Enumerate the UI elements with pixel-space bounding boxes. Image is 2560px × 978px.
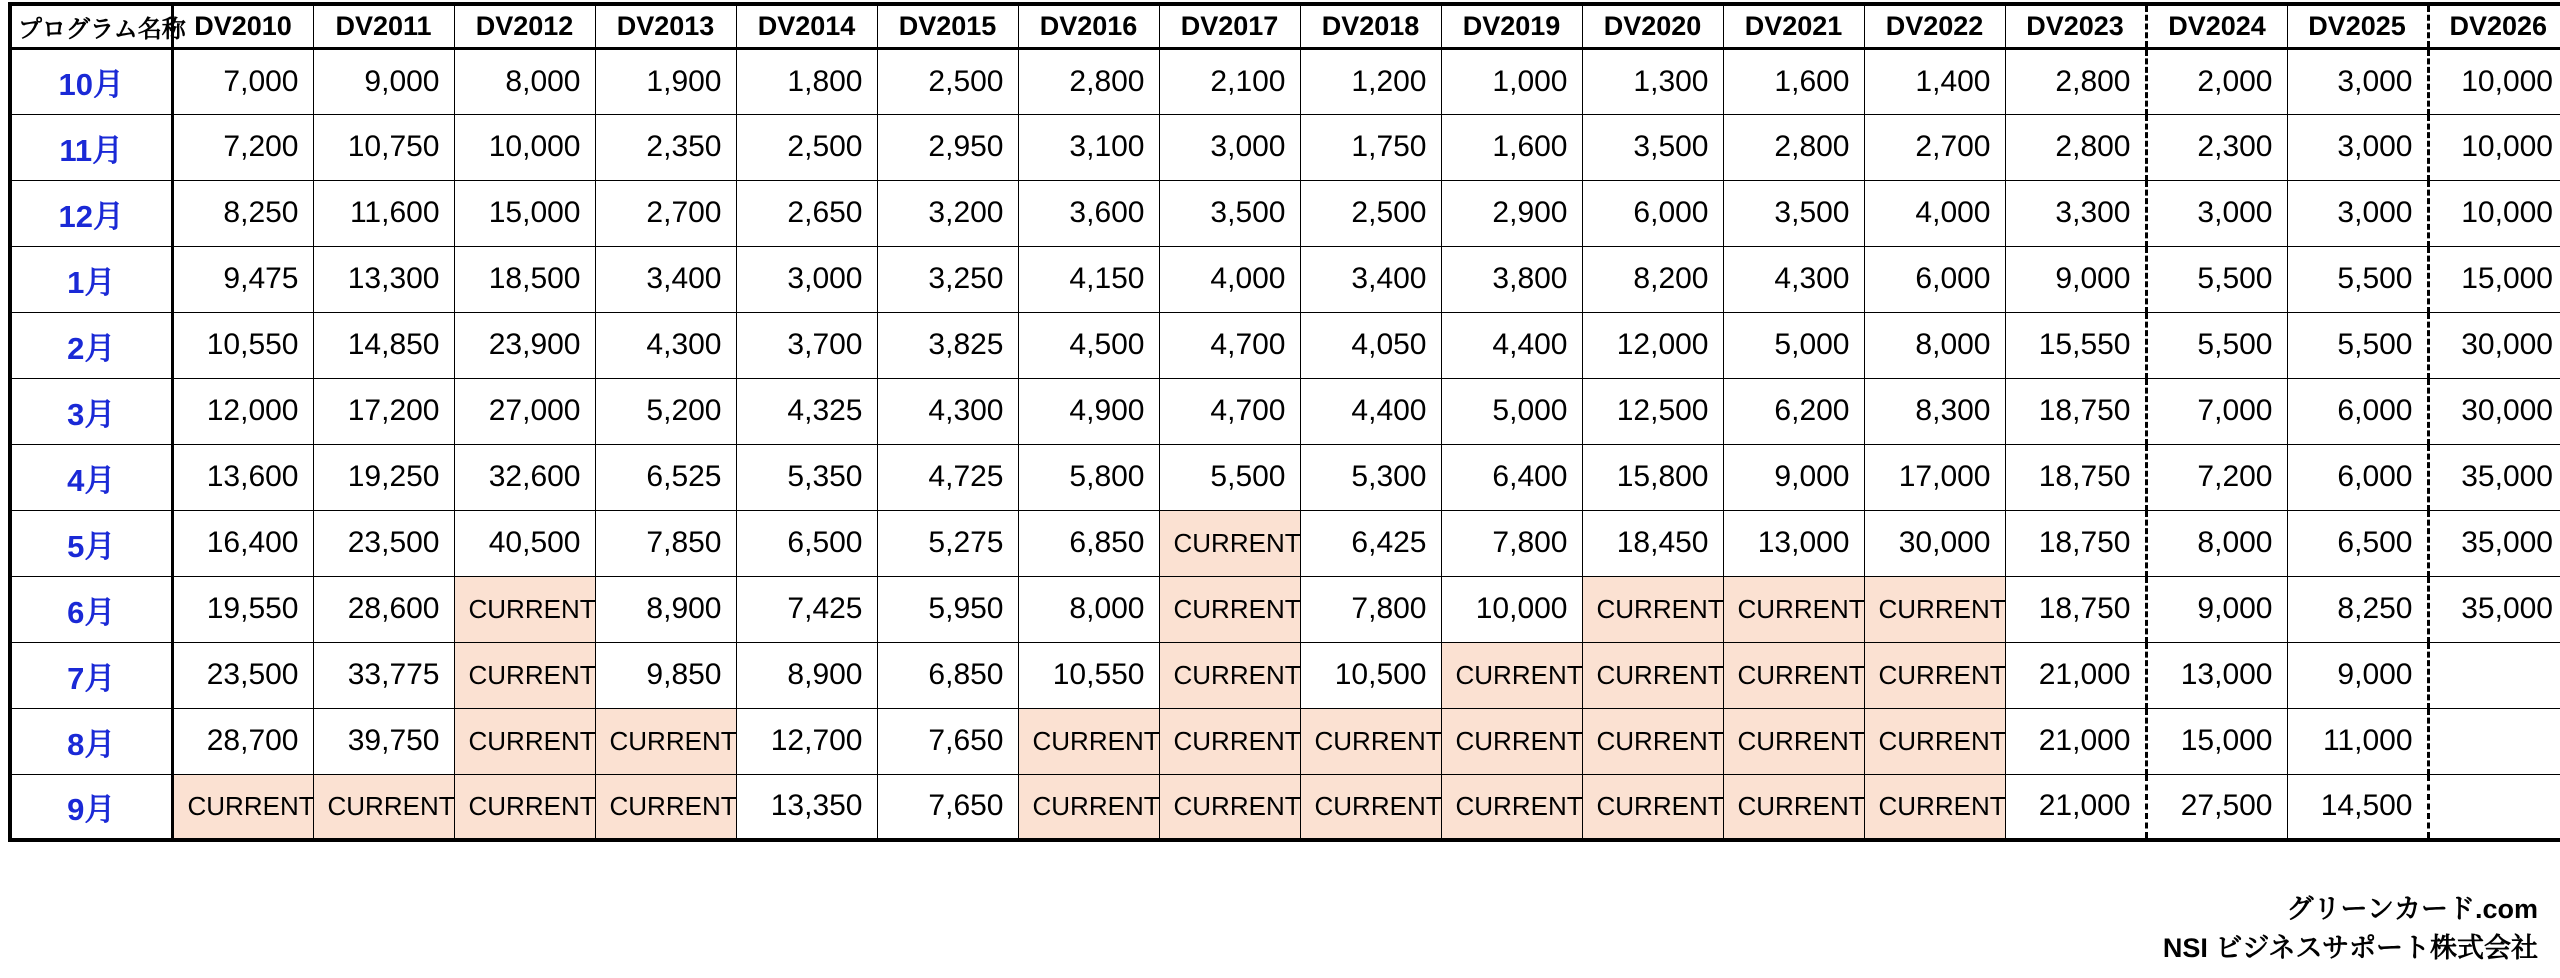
header-program-name: プログラム名称 [10,4,172,48]
table-container [0,2,2560,842]
cell-value: 4,400 [1300,378,1441,444]
cell-value: 7,650 [877,774,1018,840]
cell-value: 2,700 [1864,114,2005,180]
cell-value: 27,500 [2146,774,2287,840]
row-label: 10月 [10,48,172,114]
column-header-dv2026: DV2026 [2428,4,2560,48]
row-label: 9月 [10,774,172,840]
cell-value: 18,450 [1582,510,1723,576]
cell-value: 18,750 [2005,378,2146,444]
column-header-dv2024: DV2024 [2146,4,2287,48]
cell-value: 8,900 [736,642,877,708]
cell-current: CURRENT [1441,774,1582,840]
cell-value: 7,800 [1300,576,1441,642]
cell-value: 4,300 [595,312,736,378]
cell-current: CURRENT [1723,774,1864,840]
table-row [10,312,2560,378]
table-row [10,642,2560,708]
cell-value: 1,000 [1441,48,1582,114]
cell-value: 15,000 [2146,708,2287,774]
cell-value: 1,300 [1582,48,1723,114]
column-header-dv2019: DV2019 [1441,4,1582,48]
dv-lottery-table [8,2,2560,842]
cell-value: 14,500 [2287,774,2428,840]
cell-value: 40,500 [454,510,595,576]
cell-value: 1,600 [1723,48,1864,114]
row-label: 1月 [10,246,172,312]
cell-value: 5,500 [2146,246,2287,312]
cell-value: 2,350 [595,114,736,180]
column-header-dv2018: DV2018 [1300,4,1441,48]
column-header-dv2010: DV2010 [172,4,313,48]
cell-current: CURRENT [1864,774,2005,840]
footer-site-name: グリーンカード.com [2286,893,2538,924]
cell-empty [2428,774,2560,840]
cell-value: 8,000 [1018,576,1159,642]
footer-credits [2163,890,2538,968]
cell-value: 3,200 [877,180,1018,246]
cell-value: 21,000 [2005,642,2146,708]
cell-value: 4,000 [1159,246,1300,312]
cell-value: 9,850 [595,642,736,708]
cell-current: CURRENT [454,708,595,774]
column-header-dv2022: DV2022 [1864,4,2005,48]
cell-current: CURRENT [1723,708,1864,774]
cell-current: CURRENT [1018,774,1159,840]
cell-value: 6,000 [2287,378,2428,444]
cell-value: 3,500 [1723,180,1864,246]
cell-value: 5,275 [877,510,1018,576]
cell-value: 9,000 [2287,642,2428,708]
cell-value: 23,500 [313,510,454,576]
cell-value: 7,650 [877,708,1018,774]
cell-value: 18,750 [2005,444,2146,510]
cell-value: 23,500 [172,642,313,708]
cell-value: 1,600 [1441,114,1582,180]
cell-value: 35,000 [2428,444,2560,510]
cell-value: 14,850 [313,312,454,378]
column-header-dv2014: DV2014 [736,4,877,48]
cell-current: CURRENT [313,774,454,840]
cell-current: CURRENT [1582,576,1723,642]
cell-current: CURRENT [1159,642,1300,708]
column-header-dv2020: DV2020 [1582,4,1723,48]
cell-value: 6,000 [1582,180,1723,246]
cell-value: 6,500 [736,510,877,576]
cell-value: 15,550 [2005,312,2146,378]
cell-value: 4,050 [1300,312,1441,378]
column-header-dv2011: DV2011 [313,4,454,48]
cell-value: 5,500 [1159,444,1300,510]
table-row [10,708,2560,774]
cell-value: 3,000 [2146,180,2287,246]
cell-value: 7,800 [1441,510,1582,576]
cell-value: 8,900 [595,576,736,642]
cell-value: 4,000 [1864,180,2005,246]
cell-value: 2,800 [2005,114,2146,180]
cell-value: 3,800 [1441,246,1582,312]
cell-value: 10,500 [1300,642,1441,708]
column-header-dv2013: DV2013 [595,4,736,48]
cell-value: 6,400 [1441,444,1582,510]
cell-value: 11,000 [2287,708,2428,774]
cell-value: 15,000 [2428,246,2560,312]
cell-current: CURRENT [454,642,595,708]
cell-value: 3,000 [2287,114,2428,180]
cell-value: 3,400 [595,246,736,312]
row-label: 11月 [10,114,172,180]
cell-value: 6,000 [1864,246,2005,312]
cell-value: 5,350 [736,444,877,510]
cell-value: 9,000 [1723,444,1864,510]
cell-empty [2428,708,2560,774]
cell-value: 21,000 [2005,708,2146,774]
column-header-dv2012: DV2012 [454,4,595,48]
cell-value: 3,250 [877,246,1018,312]
cell-value: 6,850 [1018,510,1159,576]
cell-value: 2,500 [736,114,877,180]
cell-value: 9,000 [2005,246,2146,312]
cell-value: 1,750 [1300,114,1441,180]
cell-value: 5,950 [877,576,1018,642]
row-label: 7月 [10,642,172,708]
cell-value: 28,600 [313,576,454,642]
cell-value: 2,950 [877,114,1018,180]
table-row [10,378,2560,444]
cell-current: CURRENT [1159,510,1300,576]
cell-value: 2,800 [1018,48,1159,114]
cell-value: 4,300 [877,378,1018,444]
cell-value: 18,500 [454,246,595,312]
cell-value: 21,000 [2005,774,2146,840]
cell-value: 3,000 [1159,114,1300,180]
cell-value: 1,400 [1864,48,2005,114]
column-header-dv2023: DV2023 [2005,4,2146,48]
table-row [10,774,2560,840]
cell-value: 9,000 [2146,576,2287,642]
row-label: 2月 [10,312,172,378]
cell-value: 1,800 [736,48,877,114]
cell-value: 2,800 [1723,114,1864,180]
cell-value: 6,000 [2287,444,2428,510]
cell-current: CURRENT [1582,708,1723,774]
cell-value: 10,000 [2428,48,2560,114]
table-row [10,48,2560,114]
cell-value: 5,300 [1300,444,1441,510]
row-label: 5月 [10,510,172,576]
cell-value: 6,425 [1300,510,1441,576]
cell-value: 9,475 [172,246,313,312]
cell-value: 8,250 [2287,576,2428,642]
cell-value: 2,700 [595,180,736,246]
cell-current: CURRENT [1723,642,1864,708]
cell-value: 3,500 [1159,180,1300,246]
cell-value: 11,600 [313,180,454,246]
table-row [10,444,2560,510]
cell-current: CURRENT [1441,708,1582,774]
cell-value: 15,800 [1582,444,1723,510]
cell-value: 13,000 [2146,642,2287,708]
cell-value: 5,500 [2146,312,2287,378]
table-body [10,48,2560,840]
cell-current: CURRENT [1159,576,1300,642]
cell-value: 10,000 [2428,180,2560,246]
cell-value: 10,000 [1441,576,1582,642]
cell-value: 3,825 [877,312,1018,378]
cell-value: 3,000 [2287,48,2428,114]
row-label: 12月 [10,180,172,246]
cell-value: 16,400 [172,510,313,576]
table-row [10,576,2560,642]
cell-value: 30,000 [1864,510,2005,576]
cell-value: 12,000 [172,378,313,444]
cell-current: CURRENT [1582,642,1723,708]
row-label: 8月 [10,708,172,774]
cell-value: 2,500 [877,48,1018,114]
cell-value: 27,000 [454,378,595,444]
cell-value: 2,100 [1159,48,1300,114]
cell-value: 5,000 [1441,378,1582,444]
page-root [0,2,2560,978]
cell-value: 6,525 [595,444,736,510]
cell-value: 13,600 [172,444,313,510]
cell-value: 30,000 [2428,378,2560,444]
cell-value: 3,000 [736,246,877,312]
cell-value: 8,000 [454,48,595,114]
cell-value: 5,500 [2287,246,2428,312]
row-label: 6月 [10,576,172,642]
cell-value: 3,700 [736,312,877,378]
cell-current: CURRENT [1159,774,1300,840]
cell-current: CURRENT [595,774,736,840]
cell-value: 4,900 [1018,378,1159,444]
cell-current: CURRENT [1159,708,1300,774]
cell-value: 39,750 [313,708,454,774]
cell-value: 10,750 [313,114,454,180]
cell-value: 10,000 [454,114,595,180]
table-row [10,510,2560,576]
cell-value: 2,900 [1441,180,1582,246]
cell-value: 3,600 [1018,180,1159,246]
cell-value: 13,300 [313,246,454,312]
cell-value: 1,900 [595,48,736,114]
cell-value: 2,800 [2005,48,2146,114]
cell-value: 4,400 [1441,312,1582,378]
cell-value: 2,000 [2146,48,2287,114]
column-header-dv2021: DV2021 [1723,4,1864,48]
cell-value: 19,250 [313,444,454,510]
footer-company-name: NSI ビジネスサポート株式会社 [2162,932,2538,963]
cell-value: 3,400 [1300,246,1441,312]
cell-value: 2,300 [2146,114,2287,180]
cell-value: 33,775 [313,642,454,708]
column-header-dv2016: DV2016 [1018,4,1159,48]
table-head [10,4,2560,48]
cell-value: 18,750 [2005,576,2146,642]
cell-value: 4,725 [877,444,1018,510]
cell-value: 10,550 [1018,642,1159,708]
cell-value: 7,000 [2146,378,2287,444]
cell-value: 7,425 [736,576,877,642]
cell-value: 6,200 [1723,378,1864,444]
cell-value: 5,200 [595,378,736,444]
cell-current: CURRENT [454,774,595,840]
cell-current: CURRENT [1018,708,1159,774]
cell-value: 12,500 [1582,378,1723,444]
cell-value: 5,800 [1018,444,1159,510]
cell-current: CURRENT [1582,774,1723,840]
cell-value: 3,300 [2005,180,2146,246]
cell-value: 6,500 [2287,510,2428,576]
cell-value: 6,850 [877,642,1018,708]
cell-value: 17,200 [313,378,454,444]
cell-value: 4,500 [1018,312,1159,378]
cell-value: 5,000 [1723,312,1864,378]
table-row [10,114,2560,180]
cell-value: 2,500 [1300,180,1441,246]
cell-value: 35,000 [2428,510,2560,576]
cell-value: 13,000 [1723,510,1864,576]
row-label: 4月 [10,444,172,510]
cell-empty [2428,642,2560,708]
cell-value: 2,650 [736,180,877,246]
cell-current: CURRENT [1723,576,1864,642]
column-header-dv2025: DV2025 [2287,4,2428,48]
cell-current: CURRENT [454,576,595,642]
cell-value: 1,200 [1300,48,1441,114]
cell-current: CURRENT [1441,642,1582,708]
cell-value: 12,000 [1582,312,1723,378]
cell-value: 4,700 [1159,312,1300,378]
cell-current: CURRENT [1864,576,2005,642]
cell-value: 10,550 [172,312,313,378]
cell-value: 8,200 [1582,246,1723,312]
cell-current: CURRENT [172,774,313,840]
cell-value: 8,000 [1864,312,2005,378]
cell-value: 10,000 [2428,114,2560,180]
cell-value: 3,100 [1018,114,1159,180]
cell-value: 30,000 [2428,312,2560,378]
cell-value: 7,850 [595,510,736,576]
cell-value: 13,350 [736,774,877,840]
column-header-dv2017: DV2017 [1159,4,1300,48]
cell-current: CURRENT [595,708,736,774]
cell-value: 28,700 [172,708,313,774]
cell-value: 3,500 [1582,114,1723,180]
cell-current: CURRENT [1300,774,1441,840]
cell-value: 4,700 [1159,378,1300,444]
table-header-row [10,4,2560,48]
cell-value: 19,550 [172,576,313,642]
column-header-dv2015: DV2015 [877,4,1018,48]
cell-value: 23,900 [454,312,595,378]
cell-current: CURRENT [1300,708,1441,774]
cell-value: 3,000 [2287,180,2428,246]
table-row [10,246,2560,312]
row-label: 3月 [10,378,172,444]
cell-value: 18,750 [2005,510,2146,576]
cell-value: 8,300 [1864,378,2005,444]
cell-value: 17,000 [1864,444,2005,510]
cell-value: 9,000 [313,48,454,114]
cell-value: 35,000 [2428,576,2560,642]
cell-value: 15,000 [454,180,595,246]
cell-value: 8,250 [172,180,313,246]
cell-value: 4,300 [1723,246,1864,312]
cell-current: CURRENT [1864,642,2005,708]
cell-value: 4,150 [1018,246,1159,312]
cell-value: 8,000 [2146,510,2287,576]
cell-value: 7,000 [172,48,313,114]
cell-value: 4,325 [736,378,877,444]
cell-value: 5,500 [2287,312,2428,378]
cell-current: CURRENT [1864,708,2005,774]
cell-value: 32,600 [454,444,595,510]
cell-value: 7,200 [172,114,313,180]
table-row [10,180,2560,246]
cell-value: 12,700 [736,708,877,774]
cell-value: 7,200 [2146,444,2287,510]
